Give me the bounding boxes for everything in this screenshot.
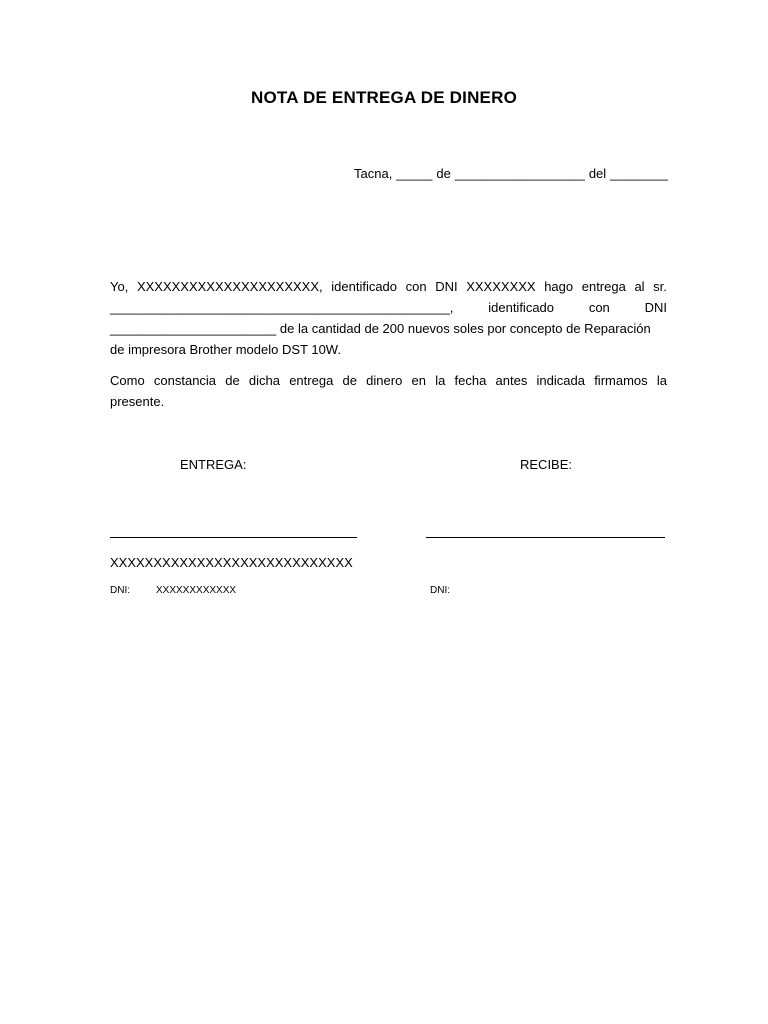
date-month-blank: __________________ [454,166,585,181]
word: al [634,279,645,294]
recibe-dni-label: DNI: [430,585,450,596]
word: hago [544,279,574,294]
word: de [342,373,357,388]
date-day-blank: _____ [396,166,433,181]
paragraph-constancy [110,370,667,412]
paragraph-line [110,370,667,391]
word: en [411,373,426,388]
word: con [588,300,610,315]
document-title: NOTA DE ENTREGA DE DINERO [251,88,517,107]
word: Como [110,373,145,388]
word: dinero [366,373,403,388]
word: constancia [153,373,217,388]
recipient-name-blank: _______________________________________________, [110,300,454,315]
word: identificado [488,300,555,315]
word: antes [495,373,528,388]
entrega-signature-line [110,537,357,538]
entrega-label: ENTREGA: [180,457,247,472]
date-de: de [436,166,451,181]
word: la [656,373,667,388]
entrega-name: XXXXXXXXXXXXXXXXXXXXXXXXXXXX [110,555,353,570]
paragraph-line [110,276,667,297]
recipient-dni-blank: _______________________ [110,321,277,336]
paragraph-delivery [110,276,667,360]
paragraph-line [110,318,667,339]
paragraph-line: de impresora Brother modelo DST 10W. [110,342,341,357]
word: DNI [435,279,458,294]
entrega-dni-label: DNI: [110,585,130,596]
word: con [405,279,427,294]
recibe-signature-line [426,537,665,538]
word: XXXXXXXX [466,279,536,294]
paragraph-line: presente. [110,394,165,409]
word: Yo, [110,279,129,294]
word: firmamos [594,373,648,388]
word: sr. [653,279,667,294]
word: entrega [289,373,334,388]
entrega-dni-value: XXXXXXXXXXXX [156,585,237,596]
word: de [225,373,240,388]
word: fecha [454,373,487,388]
word: entrega [581,279,626,294]
date-line [354,166,668,181]
word: DNI [644,300,667,315]
word: la [435,373,446,388]
paragraph-line [110,297,667,318]
recibe-label: RECIBE: [520,457,573,472]
word: dicha [248,373,280,388]
date-city: Tacna, [354,166,393,181]
date-del: del [588,166,607,181]
word: XXXXXXXXXXXXXXXXXXXXX, [136,279,323,294]
word: indicada [536,373,585,388]
word: identificado [331,279,398,294]
amount-text: de la cantidad de 200 nuevos soles por concepto de Reparación [276,321,651,336]
date-year-blank: ________ [610,166,668,181]
